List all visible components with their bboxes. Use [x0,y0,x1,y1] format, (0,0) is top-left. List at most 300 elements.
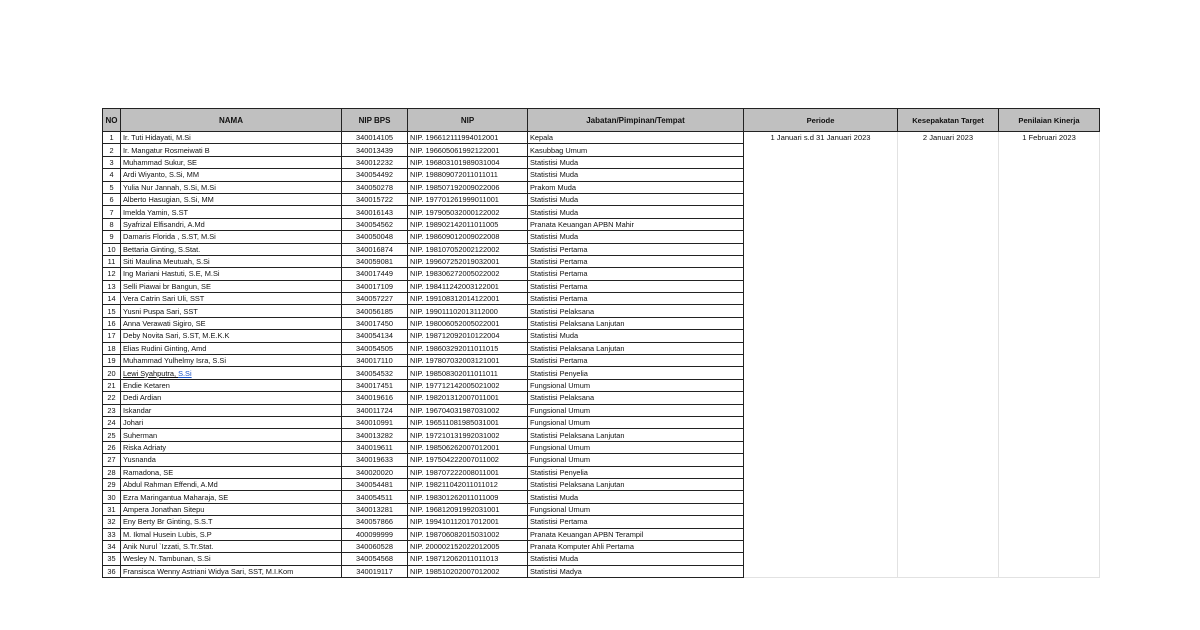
row-periode [744,528,898,540]
row-no: 30 [103,491,121,503]
row-nip: NIP. 198301262011011009 [408,491,528,503]
row-nip: NIP. 197712142005021002 [408,379,528,391]
row-nip: NIP. 198508302011011011 [408,367,528,379]
spreadsheet-page [102,108,1100,578]
row-jabatan: Kasubbag Umum [528,144,744,156]
row-penilaian-kinerja [999,231,1100,243]
header-nama: NAMA [121,109,342,132]
row-jabatan: Statistisi Pelaksana Lanjutan [528,429,744,441]
row-nama: Ing Mariani Hastuti, S.E, M.Si [121,268,342,280]
row-nip: NIP. 198706082015031002 [408,528,528,540]
row-penilaian-kinerja [999,169,1100,181]
table-row [103,255,1100,267]
row-nip: NIP. 197210131992031002 [408,429,528,441]
row-nama: Muhammad Yulhelmy Isra, S.Si [121,355,342,367]
row-nip-bps: 340054134 [342,330,408,342]
row-kesepakatan-target [898,528,999,540]
table-row [103,404,1100,416]
header-nip: NIP [408,109,528,132]
row-nama: Imelda Yamin, S.ST [121,206,342,218]
row-kesepakatan-target [898,416,999,428]
row-periode [744,367,898,379]
row-nip: NIP. 197807032003121001 [408,355,528,367]
row-nip-bps: 340050278 [342,181,408,193]
row-periode [744,454,898,466]
row-nama-link[interactable]: S.Si [178,368,192,378]
row-nip-bps: 400099999 [342,528,408,540]
table-row [103,379,1100,391]
row-periode [744,503,898,515]
row-penilaian-kinerja [999,404,1100,416]
table-row [103,429,1100,441]
row-nip: NIP. 197504222007011002 [408,454,528,466]
row-no: 31 [103,503,121,515]
row-kesepakatan-target [898,553,999,565]
table-row [103,540,1100,552]
row-nip-bps: 340054532 [342,367,408,379]
table-row [103,342,1100,354]
row-jabatan: Statistisi Pelaksana Lanjutan [528,478,744,490]
row-periode [744,317,898,329]
row-jabatan: Statistisi Pertama [528,516,744,528]
row-no: 22 [103,392,121,404]
table-row [103,169,1100,181]
row-jabatan: Statistisi Muda [528,206,744,218]
row-nama: Ir. Mangatur Rosmeiwati B [121,144,342,156]
row-nama: Vera Catrin Sari Uli, SST [121,293,342,305]
row-periode [744,404,898,416]
row-penilaian-kinerja [999,243,1100,255]
row-periode [744,330,898,342]
row-no: 21 [103,379,121,391]
row-no: 29 [103,478,121,490]
header-no: NO [103,109,121,132]
row-kesepakatan-target [898,330,999,342]
row-jabatan: Statistisi Muda [528,231,744,243]
row-nama: Yusnanda [121,454,342,466]
row-penilaian-kinerja [999,144,1100,156]
row-penilaian-kinerja [999,565,1100,577]
row-penilaian-kinerja [999,317,1100,329]
row-nip-bps: 340057227 [342,293,408,305]
row-nip-bps: 340056185 [342,305,408,317]
row-nama [121,367,342,379]
row-no: 13 [103,280,121,292]
row-penilaian-kinerja [999,441,1100,453]
row-nama: Yulia Nur Jannah, S.Si, M.Si [121,181,342,193]
row-kesepakatan-target [898,293,999,305]
row-jabatan: Fungsional Umum [528,379,744,391]
row-kesepakatan-target [898,342,999,354]
row-nama: Ramadona, SE [121,466,342,478]
row-nama: Ampera Jonathan Sitepu [121,503,342,515]
row-jabatan: Statistisi Pelaksana [528,392,744,404]
row-penilaian-kinerja [999,330,1100,342]
row-nip: NIP. 198506262007012001 [408,441,528,453]
row-jabatan: Statistisi Pelaksana Lanjutan [528,317,744,329]
table-row [103,503,1100,515]
header-nip-bps: NIP BPS [342,109,408,132]
row-nip-bps: 340013439 [342,144,408,156]
row-nip-bps: 340017451 [342,379,408,391]
row-jabatan: Statistisi Pertama [528,280,744,292]
table-row [103,181,1100,193]
header-jabatan: Jabatan/Pimpinan/Tempat [528,109,744,132]
row-nip: NIP. 198510202007012002 [408,565,528,577]
row-periode [744,466,898,478]
table-row [103,330,1100,342]
row-periode [744,243,898,255]
row-nama: Muhammad Sukur, SE [121,156,342,168]
row-periode [744,416,898,428]
row-kesepakatan-target [898,305,999,317]
row-nip: NIP. 198201312007011001 [408,392,528,404]
row-no: 12 [103,268,121,280]
row-no: 25 [103,429,121,441]
row-nip-bps: 340050048 [342,231,408,243]
row-periode [744,181,898,193]
row-jabatan: Statistisi Pertama [528,268,744,280]
row-periode [744,478,898,490]
row-periode [744,255,898,267]
row-jabatan: Fungsional Umum [528,416,744,428]
row-nip-bps: 340012232 [342,156,408,168]
row-nama: Anna Verawati Sigiro, SE [121,317,342,329]
row-nip-bps: 340017110 [342,355,408,367]
row-penilaian-kinerja [999,516,1100,528]
row-periode [744,193,898,205]
row-nip: NIP. 199011102013112000 [408,305,528,317]
row-nama: Yusni Puspa Sari, SST [121,305,342,317]
row-nip-bps: 340016143 [342,206,408,218]
row-penilaian-kinerja [999,342,1100,354]
row-penilaian-kinerja [999,503,1100,515]
row-jabatan: Statistisi Pertama [528,243,744,255]
table-row [103,367,1100,379]
row-penilaian-kinerja [999,429,1100,441]
row-penilaian-kinerja [999,379,1100,391]
header-row [103,109,1100,132]
row-periode [744,280,898,292]
row-nip-bps: 340019616 [342,392,408,404]
row-kesepakatan-target [898,516,999,528]
row-nip-bps: 340057866 [342,516,408,528]
row-kesepakatan-target [898,491,999,503]
row-nip-bps: 340054481 [342,478,408,490]
table-row [103,243,1100,255]
row-nip-bps: 340054568 [342,553,408,565]
row-no: 6 [103,193,121,205]
row-jabatan: Statistisi Muda [528,156,744,168]
row-nip: NIP. 197701261999011001 [408,193,528,205]
row-no: 17 [103,330,121,342]
row-no: 14 [103,293,121,305]
row-kesepakatan-target [898,280,999,292]
row-nip-bps: 340017449 [342,268,408,280]
row-nama: Riska Adriaty [121,441,342,453]
row-kesepakatan-target [898,181,999,193]
row-nama: Damaris Florida , S.ST, M.Si [121,231,342,243]
row-periode [744,392,898,404]
row-nip: NIP. 198712092010122004 [408,330,528,342]
row-nama: Siti Maulina Meutuah, S.Si [121,255,342,267]
row-kesepakatan-target [898,243,999,255]
row-periode [744,441,898,453]
row-kesepakatan-target [898,478,999,490]
row-no: 34 [103,540,121,552]
row-penilaian-kinerja [999,255,1100,267]
row-kesepakatan-target [898,367,999,379]
row-penilaian-kinerja [999,293,1100,305]
row-nip: NIP. 198603292011011015 [408,342,528,354]
row-kesepakatan-target [898,218,999,230]
row-kesepakatan-target [898,565,999,577]
row-penilaian-kinerja [999,478,1100,490]
row-periode [744,565,898,577]
row-jabatan: Statistisi Muda [528,491,744,503]
row-kesepakatan-target [898,169,999,181]
table-row [103,416,1100,428]
row-penilaian-kinerja [999,367,1100,379]
row-kesepakatan-target [898,454,999,466]
row-kesepakatan-target [898,144,999,156]
row-kesepakatan-target [898,392,999,404]
row-no: 18 [103,342,121,354]
row-no: 4 [103,169,121,181]
row-nip: NIP. 196511081985031001 [408,416,528,428]
table-row [103,466,1100,478]
row-nip: NIP. 199108312014122001 [408,293,528,305]
row-no: 16 [103,317,121,329]
row-kesepakatan-target [898,193,999,205]
row-penilaian-kinerja [999,392,1100,404]
row-nip: NIP. 198707222008011001 [408,466,528,478]
row-nip: NIP. 196812091992031001 [408,503,528,515]
row-nip: NIP. 198107052002122002 [408,243,528,255]
row-periode [744,231,898,243]
row-nip: NIP. 196803101989031004 [408,156,528,168]
row-nama: Anik Nurul `Izzati, S.Tr.Stat. [121,540,342,552]
row-jabatan: Statistisi Pelaksana Lanjutan [528,342,744,354]
row-kesepakatan-target [898,379,999,391]
row-penilaian-kinerja [999,416,1100,428]
row-no: 36 [103,565,121,577]
row-nip-bps: 340054492 [342,169,408,181]
row-no: 9 [103,231,121,243]
row-kesepakatan-target [898,355,999,367]
row-jabatan: Statistisi Muda [528,553,744,565]
row-nip: NIP. 199607252019032001 [408,255,528,267]
table-row [103,317,1100,329]
row-no: 11 [103,255,121,267]
row-kesepakatan-target [898,231,999,243]
row-no: 3 [103,156,121,168]
row-penilaian-kinerja [999,491,1100,503]
employee-table [102,108,1100,578]
row-penilaian-kinerja [999,454,1100,466]
row-nama: Ir. Tuti Hidayati, M.Si [121,132,342,144]
row-periode [744,206,898,218]
row-jabatan: Statistisi Pertama [528,293,744,305]
table-row [103,280,1100,292]
row-nama: Eny Berty Br Ginting, S.S.T [121,516,342,528]
row-periode: 1 Januari s.d 31 Januari 2023 [744,132,898,144]
row-nip-bps: 340013281 [342,503,408,515]
row-no: 35 [103,553,121,565]
row-nama: Fransisca Wenny Astriani Widya Sari, SST, M.I.Kom [121,565,342,577]
table-row [103,305,1100,317]
table-row [103,516,1100,528]
row-jabatan: Statistisi Muda [528,193,744,205]
row-kesepakatan-target [898,317,999,329]
row-jabatan: Statistisi Penyelia [528,367,744,379]
row-nama: Elias Rudini Ginting, Amd [121,342,342,354]
row-nip: NIP. 196605061992122001 [408,144,528,156]
row-nip-bps: 340017109 [342,280,408,292]
row-kesepakatan-target [898,268,999,280]
row-nama-text: Lewi Syahputra, [123,368,179,378]
row-periode [744,342,898,354]
row-nama: M. Ikmal Husein Lubis, S.P [121,528,342,540]
row-nip: NIP. 198809072011011011 [408,169,528,181]
header-periode: Periode [744,109,898,132]
row-no: 1 [103,132,121,144]
row-nip-bps: 340054511 [342,491,408,503]
row-nip: NIP. 198306272005022002 [408,268,528,280]
row-periode [744,429,898,441]
row-periode [744,540,898,552]
row-penilaian-kinerja [999,181,1100,193]
row-nip: NIP. 200002152022012005 [408,540,528,552]
table-row [103,144,1100,156]
row-nip: NIP. 198211042011011012 [408,478,528,490]
row-nama: Endie Ketaren [121,379,342,391]
row-nip: NIP. 198411242003122001 [408,280,528,292]
row-nama: Alberto Hasugian, S.Si, MM [121,193,342,205]
row-no: 28 [103,466,121,478]
row-nip: NIP. 198609012009022008 [408,231,528,243]
row-no: 33 [103,528,121,540]
row-nama: Bettaria Ginting, S.Stat. [121,243,342,255]
row-jabatan: Statistisi Madya [528,565,744,577]
row-no: 23 [103,404,121,416]
row-nip: NIP. 198507192009022006 [408,181,528,193]
table-row [103,441,1100,453]
header-kesepakatan-target: Kesepakatan Target [898,109,999,132]
row-penilaian-kinerja [999,528,1100,540]
row-nip: NIP. 198902142011011005 [408,218,528,230]
table-row [103,132,1100,144]
table-row [103,565,1100,577]
row-periode [744,516,898,528]
row-nip: NIP. 196612111994012001 [408,132,528,144]
row-no: 26 [103,441,121,453]
row-periode [744,268,898,280]
row-nip-bps: 340054562 [342,218,408,230]
table-row [103,156,1100,168]
row-no: 8 [103,218,121,230]
table-row [103,491,1100,503]
table-row [103,553,1100,565]
row-nip-bps: 340011724 [342,404,408,416]
row-jabatan: Prakom Muda [528,181,744,193]
row-periode [744,218,898,230]
row-nip: NIP. 199410112017012001 [408,516,528,528]
table-row [103,392,1100,404]
row-penilaian-kinerja [999,553,1100,565]
row-jabatan: Fungsional Umum [528,404,744,416]
row-penilaian-kinerja [999,280,1100,292]
row-jabatan: Pranata Keuangan APBN Terampil [528,528,744,540]
row-nip-bps: 340019611 [342,441,408,453]
table-row [103,206,1100,218]
table-row [103,355,1100,367]
row-no: 20 [103,367,121,379]
row-penilaian-kinerja [999,305,1100,317]
row-periode [744,144,898,156]
row-nip-bps: 340017450 [342,317,408,329]
table-row [103,193,1100,205]
row-periode [744,293,898,305]
row-nip-bps: 340010991 [342,416,408,428]
row-nama: Dedi Ardian [121,392,342,404]
row-jabatan: Fungsional Umum [528,441,744,453]
header-penilaian-kinerja: Penilaian Kinerja [999,109,1100,132]
table-row [103,218,1100,230]
row-periode [744,491,898,503]
row-nama: Ardi Wiyanto, S.Si, MM [121,169,342,181]
table-row [103,454,1100,466]
row-nip-bps: 340015722 [342,193,408,205]
row-jabatan: Statistisi Penyelia [528,466,744,478]
row-jabatan: Kepala [528,132,744,144]
row-nip-bps: 340019633 [342,454,408,466]
row-no: 7 [103,206,121,218]
row-penilaian-kinerja [999,268,1100,280]
row-penilaian-kinerja [999,156,1100,168]
row-nip-bps: 340014105 [342,132,408,144]
row-penilaian-kinerja [999,193,1100,205]
table-row [103,268,1100,280]
row-jabatan: Statistisi Pertama [528,355,744,367]
row-jabatan: Pranata Komputer Ahli Pertama [528,540,744,552]
row-penilaian-kinerja [999,218,1100,230]
row-no: 32 [103,516,121,528]
row-kesepakatan-target [898,429,999,441]
row-nip-bps: 340060528 [342,540,408,552]
row-nama: Deby Novita Sari, S.ST, M.E.K.K [121,330,342,342]
row-kesepakatan-target [898,503,999,515]
row-penilaian-kinerja: 1 Februari 2023 [999,132,1100,144]
row-kesepakatan-target: 2 Januari 2023 [898,132,999,144]
row-nama: Iskandar [121,404,342,416]
table-row [103,478,1100,490]
row-kesepakatan-target [898,255,999,267]
table-row [103,293,1100,305]
table-row [103,231,1100,243]
row-nip: NIP. 197905032000122002 [408,206,528,218]
row-nip: NIP. 198006052005022001 [408,317,528,329]
row-no: 10 [103,243,121,255]
row-nip-bps: 340013282 [342,429,408,441]
row-jabatan: Pranata Keuangan APBN Mahir [528,218,744,230]
row-nama: Wesley N. Tambunan, S.Si [121,553,342,565]
row-nama: Syafrizal Elfisandri, A.Md [121,218,342,230]
row-periode [744,169,898,181]
row-kesepakatan-target [898,206,999,218]
row-penilaian-kinerja [999,355,1100,367]
row-periode [744,355,898,367]
